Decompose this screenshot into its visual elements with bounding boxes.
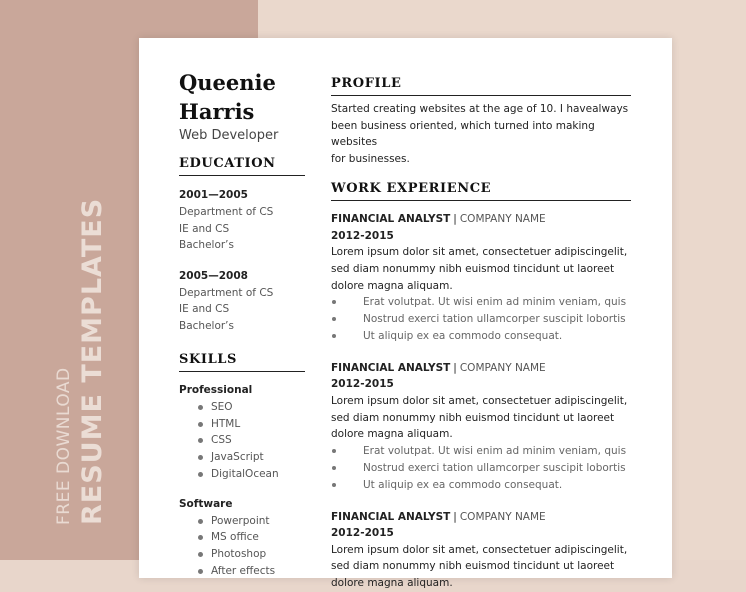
work-entry-years: 2012-2015 [331,229,394,242]
resume-last-name: Harris [179,99,255,124]
skill-item: After effects [179,563,305,580]
work-entry-header [331,360,631,377]
education-line: IE and CS [179,303,230,315]
education-line: Department of CS [179,286,274,299]
right-column [331,76,631,592]
work-entry-title: FINANCIAL ANALYST [331,510,451,523]
skill-item: MS office [179,529,305,546]
work-bullet: Erat volutpat. Ut wisi enim ad minim veniam, quis [331,294,631,311]
left-column [179,156,305,579]
skill-item: HTML [179,416,305,433]
profile-text [331,101,631,167]
work-entry-company: COMPANY NAME [459,510,546,523]
side-banner [52,198,110,525]
education-heading: EDUCATION [179,156,305,176]
work-entry-years: 2012-2015 [331,378,394,391]
education-entry [179,268,305,335]
education-line: Bachelor’s [179,239,234,251]
profile-line: for businesses. [331,152,410,165]
profile-line: Started creating websites at the age of 10. I havealways [331,103,629,115]
work-entry-bullets [331,294,631,344]
education-entry [179,187,305,254]
description-line: Lorem ipsum dolor sit amet, consectetuer adipiscingelit, [331,246,628,258]
description-line: Lorem ipsum dolor sit amet, consectetuer adipiscingelit, [331,543,628,556]
work-entry-separator: | [453,213,457,225]
skill-item: DigitalOcean [179,466,305,483]
description-line: dolore magna aliquam. [331,428,453,441]
skill-item: CSS [179,432,305,449]
work-entry-description [331,244,631,294]
work-entry-description [331,393,631,443]
skills-software-list [179,513,305,580]
skill-item: SEO [179,399,305,416]
education-line: Bachelor’s [179,319,234,332]
resume-first-name: Queenie [179,70,276,95]
work-entry-separator: | [453,361,457,374]
side-banner-free-download: FREE DOWNLOAD [54,367,74,525]
education-line: Department of CS [179,206,274,218]
work-entry-company: COMPANY NAME [459,361,546,374]
profile-line: been business oriented, which turned into making websites [331,119,595,148]
description-line: sed diam nonummy nibh euismod tincidunt ut laoreet [331,262,615,275]
work-entry-years: 2012-2015 [331,527,394,540]
work-entry-company: COMPANY NAME [459,213,546,225]
work-entry-header [331,211,631,228]
resume-page [139,38,672,590]
work-bullet: Ut aliquip ex ea commodo consequat. [331,328,631,345]
description-line: Lorem ipsum dolor sit amet, consectetuer adipiscingelit, [331,394,628,407]
work-entry-title: FINANCIAL ANALYST [331,361,451,374]
resume-job-title: Web Developer [179,128,279,143]
work-entry-description [331,542,631,592]
education-years: 2001—2005 [179,189,248,201]
work-experience-heading: WORK EXPERIENCE [331,181,631,201]
skill-item: Photoshop [179,546,305,563]
work-entry [331,509,631,592]
description-line: sed diam nonummy nibh euismod tincidunt ut laoreet [331,560,615,573]
skill-item: Powerpoint [179,513,305,530]
resume-name [179,68,276,126]
work-bullet: Ut aliquip ex ea commodo consequat. [331,477,631,494]
work-entry [331,360,631,494]
work-entry-title: FINANCIAL ANALYST [331,213,451,225]
work-bullet: Nostrud exerci tation ullamcorper suscipit lobortis [331,460,631,477]
work-entry-bullets [331,443,631,493]
skill-item: JavaScript [179,449,305,466]
description-line: dolore magna aliquam. [331,577,453,590]
work-entry-separator: | [453,510,457,523]
work-entry-header [331,509,631,526]
skills-software-label: Software [179,497,233,510]
education-years: 2005—2008 [179,269,248,282]
description-line: dolore magna aliquam. [331,279,453,292]
work-bullet: Nostrud exerci tation ullamcorper suscipit lobortis [331,311,631,328]
education-line: IE and CS [179,222,230,235]
side-banner-resume-templates: RESUME TEMPLATES [77,197,108,525]
skills-professional-label: Professional [179,384,253,396]
skills-heading: SKILLS [179,352,305,372]
work-entry [331,211,631,345]
work-bullet: Erat volutpat. Ut wisi enim ad minim veniam, quis [331,443,631,460]
profile-heading: PROFILE [331,76,631,96]
skills-professional-list [179,399,305,483]
description-line: sed diam nonummy nibh euismod tincidunt ut laoreet [331,411,615,424]
